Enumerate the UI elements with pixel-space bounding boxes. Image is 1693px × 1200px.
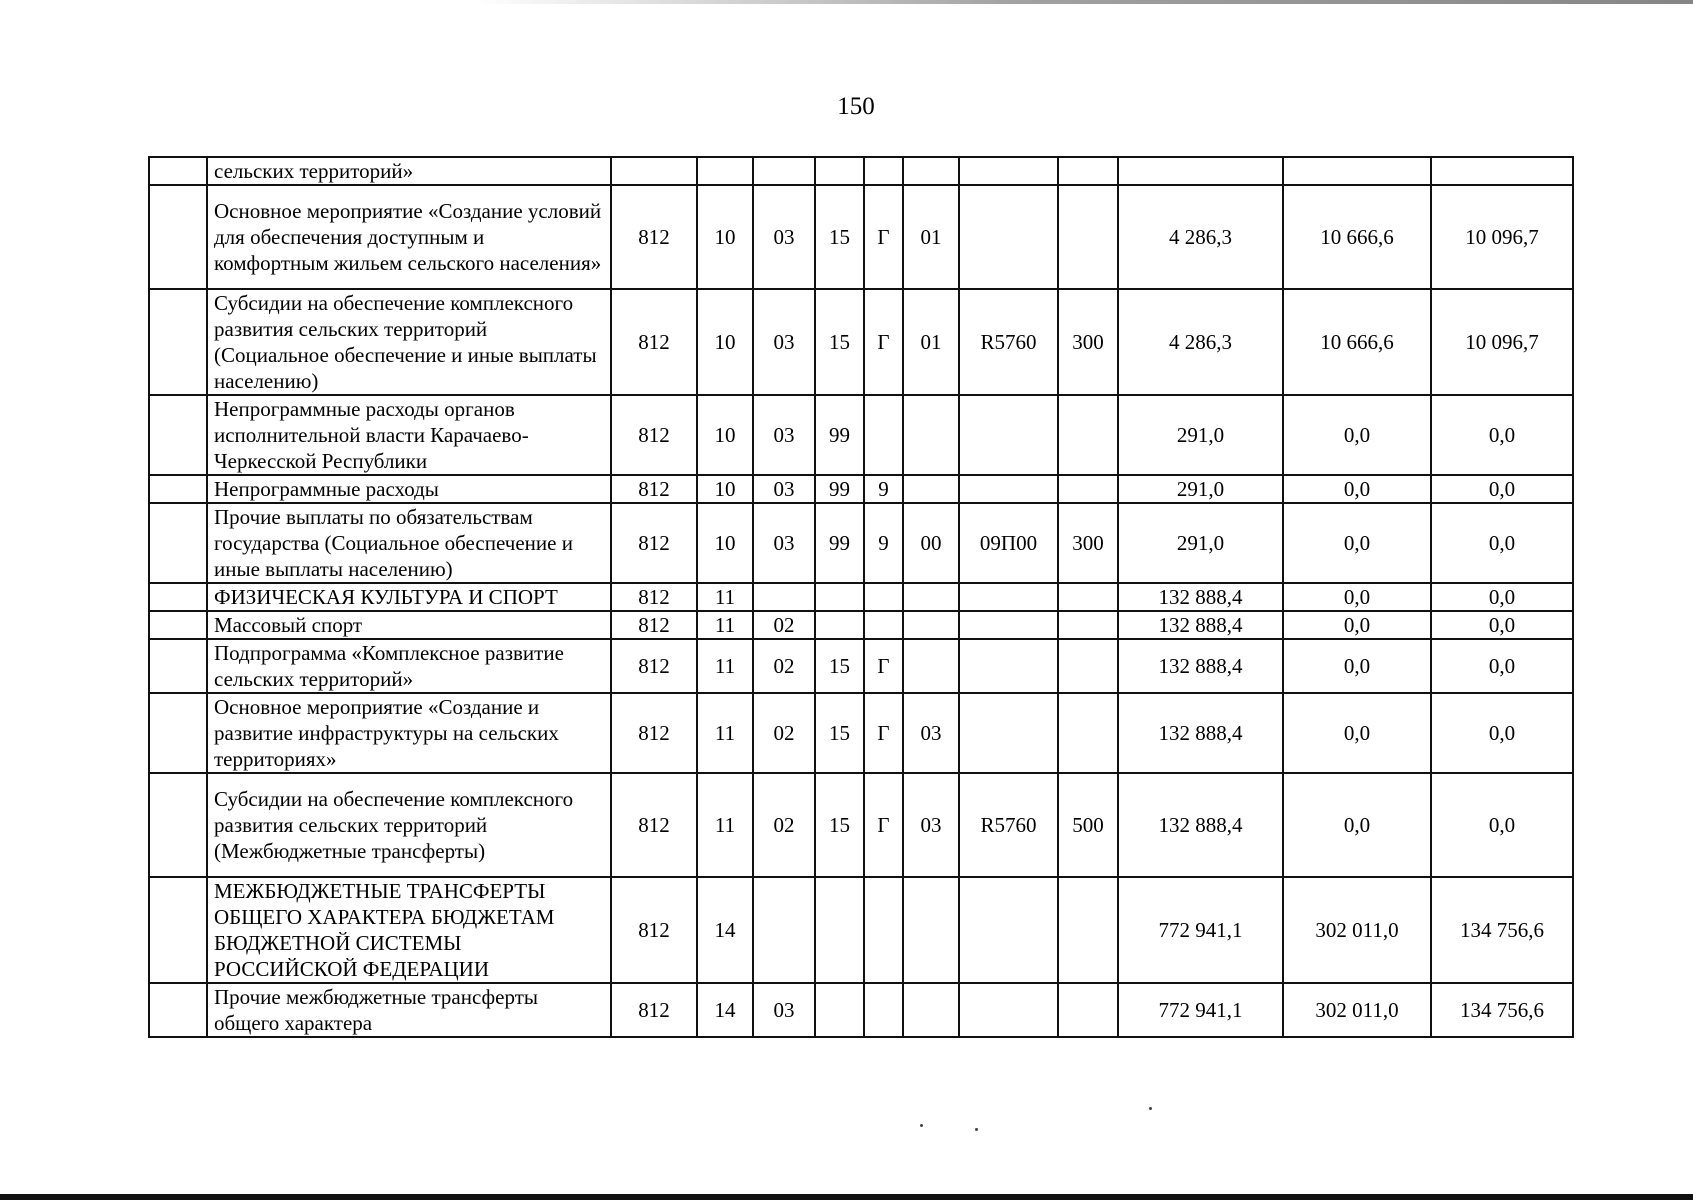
program-code: 15 — [815, 773, 864, 877]
expense-type-code — [1058, 639, 1118, 693]
table-row — [149, 395, 1573, 475]
program-code — [815, 983, 864, 1037]
subprogram-code — [864, 157, 903, 185]
program-code — [815, 583, 864, 611]
section-code: 10 — [697, 395, 753, 475]
row-index-cell — [149, 503, 207, 583]
program-code: 15 — [815, 185, 864, 289]
amount-year-3: 0,0 — [1431, 693, 1573, 773]
row-index-cell — [149, 877, 207, 983]
scan-speck — [1149, 1107, 1152, 1110]
section-code: 11 — [697, 693, 753, 773]
event-code: 01 — [903, 289, 959, 395]
section-code: 11 — [697, 639, 753, 693]
row-index-cell — [149, 157, 207, 185]
row-index-cell — [149, 583, 207, 611]
subprogram-code: 9 — [864, 475, 903, 503]
subsection-code: 03 — [753, 185, 815, 289]
subsection-code: 03 — [753, 475, 815, 503]
subsection-code: 02 — [753, 693, 815, 773]
program-code — [815, 157, 864, 185]
table-body — [149, 157, 1573, 1037]
subsection-code: 02 — [753, 773, 815, 877]
row-index-cell — [149, 475, 207, 503]
ministry-code: 812 — [611, 693, 697, 773]
ministry-code: 812 — [611, 639, 697, 693]
ministry-code: 812 — [611, 611, 697, 639]
direction-code — [959, 877, 1058, 983]
event-code — [903, 583, 959, 611]
direction-code: R5760 — [959, 773, 1058, 877]
amount-year-3: 134 756,6 — [1431, 877, 1573, 983]
amount-year-2 — [1283, 157, 1431, 185]
program-code: 15 — [815, 639, 864, 693]
expense-type-code: 300 — [1058, 503, 1118, 583]
event-code — [903, 611, 959, 639]
subprogram-code: 9 — [864, 503, 903, 583]
subsection-code: 03 — [753, 289, 815, 395]
program-code — [815, 611, 864, 639]
table-row — [149, 639, 1573, 693]
amount-year-1: 132 888,4 — [1118, 693, 1283, 773]
amount-year-3: 0,0 — [1431, 395, 1573, 475]
subprogram-code: Г — [864, 185, 903, 289]
table-row — [149, 185, 1573, 289]
direction-code — [959, 983, 1058, 1037]
event-code — [903, 157, 959, 185]
expense-type-code — [1058, 583, 1118, 611]
row-name: МЕЖБЮДЖЕТНЫЕ ТРАНСФЕРТЫ ОБЩЕГО ХАРАКТЕРА БЮДЖЕТАМ БЮДЖЕТНОЙ СИСТЕМЫ РОССИЙСКОЙ ФЕДЕРАЦИИ — [207, 877, 611, 983]
amount-year-3: 0,0 — [1431, 583, 1573, 611]
amount-year-2: 0,0 — [1283, 611, 1431, 639]
event-code — [903, 395, 959, 475]
row-name: Субсидии на обеспечение комплексного развития сельских территорий (Межбюджетные трансферты) — [207, 773, 611, 877]
amount-year-3: 0,0 — [1431, 503, 1573, 583]
table-row — [149, 773, 1573, 877]
table-row — [149, 475, 1573, 503]
expense-type-code — [1058, 693, 1118, 773]
section-code: 11 — [697, 773, 753, 877]
amount-year-1: 132 888,4 — [1118, 773, 1283, 877]
row-index-cell — [149, 773, 207, 877]
budget-table — [148, 156, 1574, 1038]
expense-type-code — [1058, 157, 1118, 185]
table-row — [149, 877, 1573, 983]
expense-type-code — [1058, 395, 1118, 475]
table-row — [149, 157, 1573, 185]
row-name: Субсидии на обеспечение комплексного развития сельских территорий (Социальное обеспечение и иные выплаты населению) — [207, 289, 611, 395]
ministry-code: 812 — [611, 395, 697, 475]
subsection-code — [753, 157, 815, 185]
amount-year-1: 772 941,1 — [1118, 877, 1283, 983]
section-code: 10 — [697, 475, 753, 503]
expense-type-code: 300 — [1058, 289, 1118, 395]
row-name: Основное мероприятие «Создание и развитие инфраструктуры на сельских территориях» — [207, 693, 611, 773]
amount-year-2: 0,0 — [1283, 639, 1431, 693]
direction-code — [959, 185, 1058, 289]
amount-year-2: 0,0 — [1283, 773, 1431, 877]
direction-code — [959, 611, 1058, 639]
ministry-code: 812 — [611, 185, 697, 289]
amount-year-2: 0,0 — [1283, 583, 1431, 611]
subsection-code — [753, 583, 815, 611]
scan-speck — [975, 1128, 978, 1131]
subprogram-code — [864, 877, 903, 983]
amount-year-2: 302 011,0 — [1283, 877, 1431, 983]
row-index-cell — [149, 639, 207, 693]
direction-code: 09П00 — [959, 503, 1058, 583]
amount-year-2: 0,0 — [1283, 475, 1431, 503]
expense-type-code: 500 — [1058, 773, 1118, 877]
ministry-code: 812 — [611, 289, 697, 395]
program-code — [815, 877, 864, 983]
section-code: 14 — [697, 877, 753, 983]
amount-year-3: 134 756,6 — [1431, 983, 1573, 1037]
program-code: 15 — [815, 693, 864, 773]
amount-year-3: 0,0 — [1431, 639, 1573, 693]
row-index-cell — [149, 185, 207, 289]
scan-top-edge — [0, 0, 1693, 4]
amount-year-1: 291,0 — [1118, 395, 1283, 475]
amount-year-1: 132 888,4 — [1118, 611, 1283, 639]
amount-year-1: 291,0 — [1118, 475, 1283, 503]
amount-year-2: 0,0 — [1283, 693, 1431, 773]
amount-year-2: 0,0 — [1283, 395, 1431, 475]
amount-year-2: 302 011,0 — [1283, 983, 1431, 1037]
amount-year-1: 132 888,4 — [1118, 639, 1283, 693]
scan-bottom-edge — [0, 1194, 1693, 1200]
row-name: Непрограммные расходы — [207, 475, 611, 503]
amount-year-2: 0,0 — [1283, 503, 1431, 583]
row-index-cell — [149, 289, 207, 395]
row-name: Подпрограмма «Комплексное развитие сельских территорий» — [207, 639, 611, 693]
direction-code — [959, 639, 1058, 693]
row-name: сельских территорий» — [207, 157, 611, 185]
amount-year-2: 10 666,6 — [1283, 185, 1431, 289]
amount-year-1 — [1118, 157, 1283, 185]
direction-code — [959, 583, 1058, 611]
row-name: Непрограммные расходы органов исполнительной власти Карачаево-Черкесской Республики — [207, 395, 611, 475]
program-code: 99 — [815, 395, 864, 475]
row-name: Основное мероприятие «Создание условий для обеспечения доступным и комфортным жильем сельского населения» — [207, 185, 611, 289]
amount-year-1: 772 941,1 — [1118, 983, 1283, 1037]
direction-code: R5760 — [959, 289, 1058, 395]
event-code: 00 — [903, 503, 959, 583]
subprogram-code — [864, 611, 903, 639]
program-code: 99 — [815, 503, 864, 583]
row-index-cell — [149, 611, 207, 639]
amount-year-1: 4 286,3 — [1118, 185, 1283, 289]
ministry-code: 812 — [611, 983, 697, 1037]
table-row — [149, 983, 1573, 1037]
event-code — [903, 983, 959, 1037]
amount-year-3 — [1431, 157, 1573, 185]
page-number: 150 — [837, 93, 875, 120]
ministry-code: 812 — [611, 583, 697, 611]
row-index-cell — [149, 693, 207, 773]
subsection-code: 02 — [753, 611, 815, 639]
event-code: 03 — [903, 773, 959, 877]
subsection-code: 03 — [753, 983, 815, 1037]
ministry-code — [611, 157, 697, 185]
subprogram-code: Г — [864, 773, 903, 877]
section-code: 10 — [697, 185, 753, 289]
subprogram-code — [864, 983, 903, 1037]
row-name: Массовый спорт — [207, 611, 611, 639]
subprogram-code — [864, 395, 903, 475]
section-code: 10 — [697, 503, 753, 583]
row-name: Прочие выплаты по обязательствам государства (Социальное обеспечение и иные выплаты населению) — [207, 503, 611, 583]
section-code: 10 — [697, 289, 753, 395]
table-row — [149, 503, 1573, 583]
subprogram-code: Г — [864, 693, 903, 773]
direction-code — [959, 157, 1058, 185]
section-code: 11 — [697, 611, 753, 639]
event-code — [903, 475, 959, 503]
subprogram-code: Г — [864, 289, 903, 395]
expense-type-code — [1058, 475, 1118, 503]
row-index-cell — [149, 395, 207, 475]
amount-year-3: 10 096,7 — [1431, 185, 1573, 289]
event-code — [903, 639, 959, 693]
row-index-cell — [149, 983, 207, 1037]
amount-year-3: 10 096,7 — [1431, 289, 1573, 395]
amount-year-1: 4 286,3 — [1118, 289, 1283, 395]
table-row — [149, 611, 1573, 639]
direction-code — [959, 693, 1058, 773]
table-row — [149, 289, 1573, 395]
section-code: 11 — [697, 583, 753, 611]
amount-year-3: 0,0 — [1431, 611, 1573, 639]
amount-year-3: 0,0 — [1431, 475, 1573, 503]
row-name: ФИЗИЧЕСКАЯ КУЛЬТУРА И СПОРТ — [207, 583, 611, 611]
ministry-code: 812 — [611, 503, 697, 583]
subsection-code — [753, 877, 815, 983]
scan-speck — [920, 1124, 923, 1127]
ministry-code: 812 — [611, 475, 697, 503]
section-code — [697, 157, 753, 185]
subprogram-code: Г — [864, 639, 903, 693]
section-code: 14 — [697, 983, 753, 1037]
table-row — [149, 693, 1573, 773]
amount-year-1: 132 888,4 — [1118, 583, 1283, 611]
ministry-code: 812 — [611, 773, 697, 877]
table-row — [149, 583, 1573, 611]
amount-year-3: 0,0 — [1431, 773, 1573, 877]
expense-type-code — [1058, 877, 1118, 983]
subprogram-code — [864, 583, 903, 611]
amount-year-1: 291,0 — [1118, 503, 1283, 583]
subsection-code: 03 — [753, 503, 815, 583]
event-code — [903, 877, 959, 983]
subsection-code: 03 — [753, 395, 815, 475]
amount-year-2: 10 666,6 — [1283, 289, 1431, 395]
row-name: Прочие межбюджетные трансферты общего характера — [207, 983, 611, 1037]
event-code: 03 — [903, 693, 959, 773]
program-code: 15 — [815, 289, 864, 395]
expense-type-code — [1058, 611, 1118, 639]
event-code: 01 — [903, 185, 959, 289]
expense-type-code — [1058, 983, 1118, 1037]
ministry-code: 812 — [611, 877, 697, 983]
direction-code — [959, 475, 1058, 503]
expense-type-code — [1058, 185, 1118, 289]
subsection-code: 02 — [753, 639, 815, 693]
direction-code — [959, 395, 1058, 475]
program-code: 99 — [815, 475, 864, 503]
